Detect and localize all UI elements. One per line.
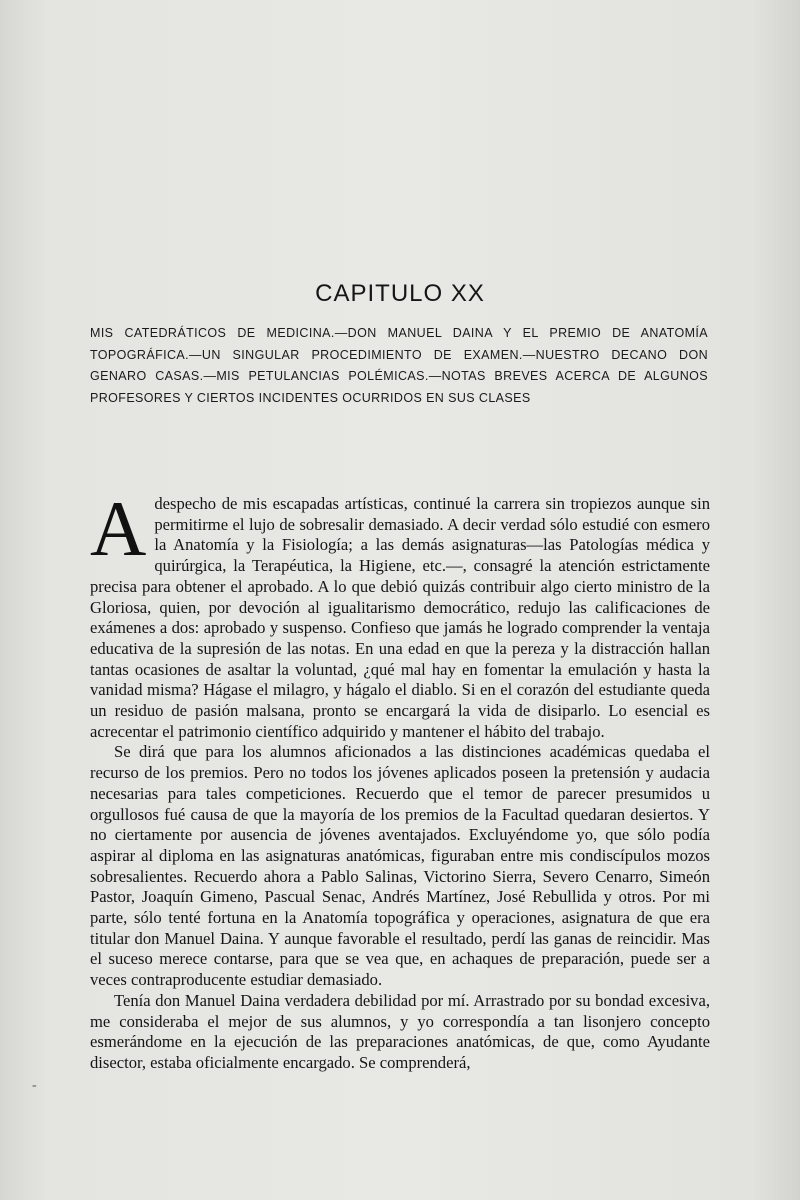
body-text <box>90 485 710 1074</box>
paragraph-1-text: despecho de mis escapadas artísticas, continué la carrera sin tropiezos aunque sin permitirme el lujo de sobresalir demasiado. A decir verdad sólo estudié con esmero la Anatomía y la Fisiología; a las demás asignaturas—las Patologías médica y quirúrgica, la Terapéutica, la Higiene, etc.—, consagré la atención estrictamente precisa para obtener el aprobado. A lo que debió quizás contribuir algo cierto ministro de la Gloriosa, quien, por devoción al igualitarismo democrático, redujo las calificaciones de exámenes a dos: aprobado y suspenso. Confieso que jamás he logrado comprender la ventaja educativa de la supresión de las notas. En una edad en que la pereza y la distracción hallan tantas ocasiones de asaltar la voluntad, ¿qué mal hay en fomentar la emulación y hasta la vanidad misma? Hágase el milagro, y hágalo el diablo. Si en el corazón del estudiante queda un residuo de pasión malsana, pronto se encargará la vida de disiparlo. Lo esencial es acrecentar el patrimonio científico adquirido y mantener el hábito del trabajo. <box>90 494 710 741</box>
margin-dash: ‐ <box>32 1078 37 1093</box>
paragraph-2: Se dirá que para los alumnos aficionados a las distinciones académicas quedaba el recurso de los premios. Pero no todos los jóvenes aplicados poseen la pretensión y audacia necesarias para tales competiciones. Recuerdo que el temor de parecer presumidos u orgullosos fué causa de que la mayoría de los premios de la Facultad quedaran desiertos. Y no ciertamente por ausencia de jóvenes aventajados. Excluyéndome yo, que sólo podía aspirar al diploma en las asignaturas anatómicas, figuraban entre mis condiscípulos mozos sobresalientes. Recuerdo ahora a Pablo Salinas, Victorino Sierra, Severo Cenarro, Simeón Pastor, Joaquín Gimeno, Pascual Senac, Andrés Martínez, José Rebullida y otros. Por mi parte, sólo tenté fortuna en la Anatomía topográfica y operaciones, asignatura de que era titular don Manuel Daina. Y aunque favorable el resultado, perdí las ganas de reincidir. Mas el suceso merece contarse, para que se vea que, en achaques de preparación, puede ser a veces contraproducente estudiar demasiado. <box>90 742 710 990</box>
paragraph-3: Tenía don Manuel Daina verdadera debilidad por mí. Arrastrado por su bondad excesiva, me consideraba el mejor de sus alumnos, y yo correspondía a tan lisonjero concepto esmerándome en la ejecución de las preparaciones anatómicas, de que, como Ayudante disector, estaba oficialmente encargado. Se comprenderá, <box>90 990 710 1072</box>
paragraph-1 <box>90 485 710 742</box>
chapter-summary: MIS CATEDRÁTICOS DE MEDICINA.—DON MANUEL DAINA Y EL PREMIO DE ANATOMÍA TOPOGRÁFICA.—UN SINGULAR PROCEDIMIENTO DE EXAMEN.—NUESTRO DECANO DON GENARO CASAS.—MIS PETULANCIAS POLÉMICAS.—NOTAS BREVES ACERCA DE ALGUNOS PROFESORES Y CIERTOS INCIDENTES OCURRIDOS EN SUS CLASES <box>90 326 708 405</box>
drop-cap: A <box>90 485 147 572</box>
chapter-title: CAPITULO XX <box>315 280 485 307</box>
